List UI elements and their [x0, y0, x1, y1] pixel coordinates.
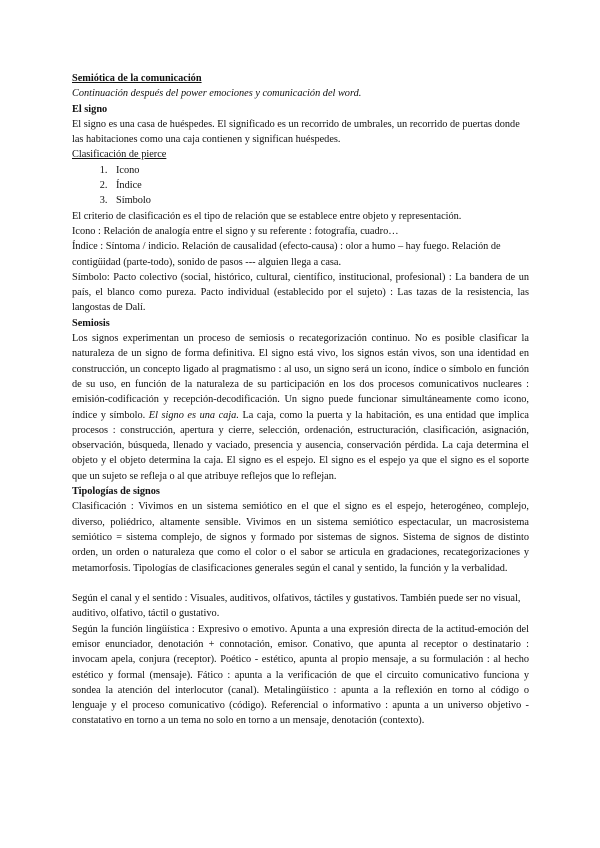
section-heading-semiosis: Semiosis [72, 317, 110, 329]
signo-intro: El signo es una casa de huéspedes. El significado es un recorrido de umbrales, un recorrido de puertas donde las habitaciones como una caja contienen y significan huéspedes. [72, 118, 520, 146]
simbolo-paragraph: Símbolo: Pacto colectivo (social, histórico, cultural, científico, institucional, profesional) : La bandera de un país, el blanco como pureza. Pacto individual (establecido por el sujeto) : Las tazas de la resistencia, las langostas de Dalí. [72, 271, 529, 314]
document-subtitle: Continuación después del power emociones y comunicación del word. [72, 88, 362, 100]
semiosis-paragraph [72, 331, 529, 484]
indice-paragraph: Índice : Síntoma / indicio. Relación de causalidad (efecto-causa) : olor a humo – hay fuego. Relación de contigüidad (parte-todo), sonido de pasos --- alguien llega a casa. [72, 241, 501, 268]
clasificacion-list [72, 163, 529, 209]
section-heading-signo: El signo [72, 103, 108, 115]
clasificacion-heading: Clasificación de pierce [72, 149, 167, 161]
paragraph-spacer [72, 576, 529, 591]
semiosis-text-a: Los signos experimentan un proceso de semiosis o recategorización continuo. No es posible clasificar la naturaleza de un signo de forma definitiva. El signo está vivo, los signos están vivos, son una identidad en construcción, un concepto ligado al pragmatismo : al uso, un signo será un icono, índice o símbolo en función de su uso, en función de la naturaleza de su participación en los dos procesos comunicativos nucleares : emisión-codificación y recepción-decodificación. Un signo puede funcionar simultáneamente como icono, índice y símbolo. [72, 333, 529, 421]
section-heading-tipologias: Tipologías de signos [72, 486, 160, 498]
list-item-simbolo: 3. Símbolo [110, 193, 529, 208]
tipologias-clasificacion-paragraph: Clasificación : Vivimos en un sistema semiótico en el que el signo es el espejo, heterogéneo, complejo, diverso, poliédrico, altamente sensible. Vivimos en un sistema semiótico espectacular, un macrosistema semiótico = sistema complejo, de signos y formado por sistemas de signos. Sistema de signos de distinto orden, un orden o naturaleza que como el color o el sabor se articula en gradaciones, recategorizaciones y metamorfosis. Tipologías de clasificaciones generales según el canal y sentido, la función y la verbalidad. [72, 501, 529, 574]
criterio-paragraph: El criterio de clasificación es el tipo de relación que se establece entre objeto y representación. [72, 210, 462, 222]
semiosis-text-b: La caja, como la puerta y la habitación, es una entidad que implica procesos : construcción, apertura y cierre, selección, ordenación, estructuración, clasificación, asignación, observación, búsqueda, llenado y vaciado, presencia y ausencia, conservación pérdida. La caja determina el objeto y el objeto determina la caja. El signo es el espejo. El signo es el espejo ya que el signo es el soporte que un sujeto se refleja o al que atribuye reflejos que lo reflejan. [72, 409, 529, 482]
icono-paragraph: Icono : Relación de analogía entre el signo y su referente : fotografía, cuadro… [72, 225, 399, 237]
funcion-paragraph: Según la función lingüística : Expresivo o emotivo. Apunta a una expresión directa de la actitud-emoción del emisor enunciador, denotación + connotación, emisor. Conativo, que apunta al receptor o destinatario : invocam apela, conjura (receptor). Poético - estético, apunta al propio mensaje, a su formulación : al hecho estético y formal (mensaje). Fático : apunta a la verificación de que el circuito comunicativo funciona y sondea la atención del interlocutor (canal). Metalingüístico : apunta a la reflexión en torno al código o lenguaje y el proceso comunicativo (código). Referencial o informativo : apunta a un universo objetivo - constatativo en torno a un tema no solo en torno a un mensaje, denotación (contexto). [72, 623, 529, 727]
list-item-icono: 1. Icono [110, 163, 529, 178]
document-title: Semiótica de la comunicación [72, 73, 202, 84]
list-item-indice: 2. Índice [110, 178, 529, 193]
semiosis-italic-phrase: El signo es una caja. [148, 409, 239, 421]
canal-paragraph: Según el canal y el sentido : Visuales, auditivos, olfativos, táctiles y gustativos. También puede ser no visual, auditivo, olfativo, táctil o gustativo. [72, 593, 521, 620]
